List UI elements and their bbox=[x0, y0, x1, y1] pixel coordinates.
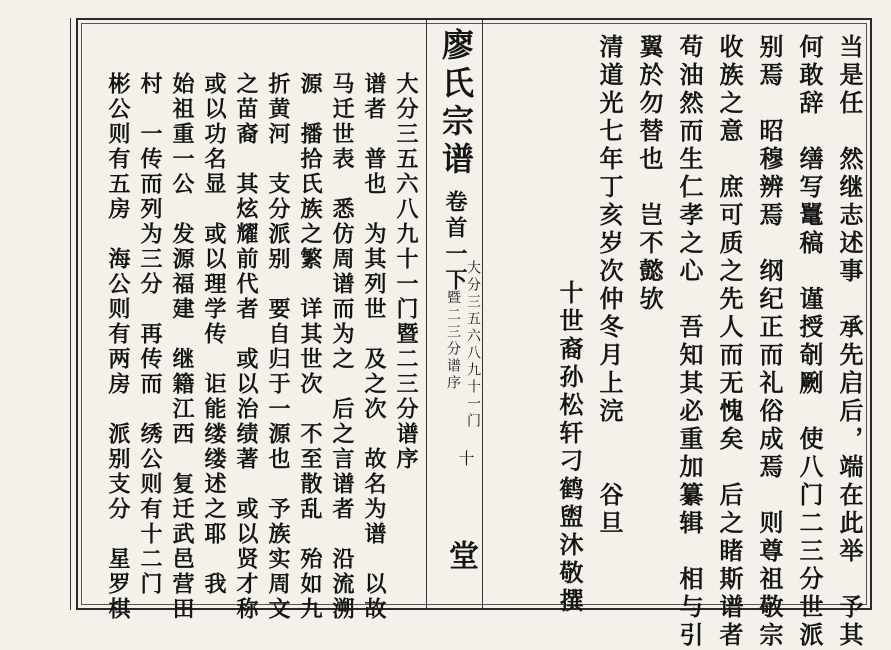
spine-left-rule bbox=[426, 20, 427, 608]
right-col-8-signature: 十世裔孙松轩刁鹤盥沐敬撰 bbox=[555, 280, 584, 616]
right-col-3: 别焉 昭穆辨焉 纲纪正而礼俗成焉 则尊祖敬宗 bbox=[755, 34, 784, 650]
hall-name: 堂 bbox=[443, 540, 478, 572]
left-col-9: 彬公则有五房 海公则有两房 派别支分 星罗棋 bbox=[105, 72, 131, 622]
book-title: 廖氏宗谱 bbox=[437, 28, 475, 180]
left-heading: 大分三五六八九十一门暨二三分谱序 bbox=[393, 72, 419, 472]
right-col-5: 苟油然而生仁孝之心 吾知其必重加纂辑 相与引 bbox=[675, 34, 704, 650]
outer-margin-line bbox=[70, 18, 71, 610]
right-col-7: 清道光七年丁亥岁次仲冬月上浣 谷旦 bbox=[595, 34, 624, 538]
left-col-6: 或以功名显 或以理学传 讵能缕缕述之耶 我 bbox=[201, 72, 227, 597]
left-col-1: 谱者 普也 为其列世 及之次 故名为谱 以故 bbox=[361, 72, 387, 622]
left-col-2: 马迁世表 悉仿周谱而为之 后之言谱者 沿流溯 bbox=[329, 72, 355, 622]
left-col-8: 村 一传而列为三分 再传而 绣公则有十二门 bbox=[137, 72, 163, 597]
volume-label: 卷首一下 bbox=[442, 190, 468, 294]
left-col-5: 之苗裔 其炫耀前代者 或以治绩著 或以贤才称 bbox=[233, 72, 259, 622]
page-number: 十 bbox=[456, 450, 475, 469]
left-col-7: 始祖重一公 发源福建 继籍江西 复迁武邑营田 bbox=[169, 72, 195, 622]
left-col-4: 折黄河 支分派别 要自归于一源也 予族实周文 bbox=[265, 72, 291, 622]
section-label-line1: 大分三五六八九十一门 bbox=[465, 260, 481, 430]
right-col-1: 当是任 然继志述事 承先启后，端在此举 予其 bbox=[835, 34, 864, 650]
right-col-4: 收族之意 庶可质之先人而无愧矣 后之睹斯谱者 bbox=[715, 34, 744, 650]
section-label-line2: 暨二三分谱序 bbox=[445, 290, 461, 392]
spine-right-rule bbox=[482, 20, 483, 608]
right-col-6: 翼於勿替也 岂不懿欤 bbox=[635, 34, 664, 314]
right-col-2: 何敢辞 缮写鼍稿 谨授剞劂 使八门二三分世派 bbox=[795, 34, 824, 650]
left-col-3: 源 播拾氏族之繁 详其世次 不至散乱 殆如九 bbox=[297, 72, 323, 622]
